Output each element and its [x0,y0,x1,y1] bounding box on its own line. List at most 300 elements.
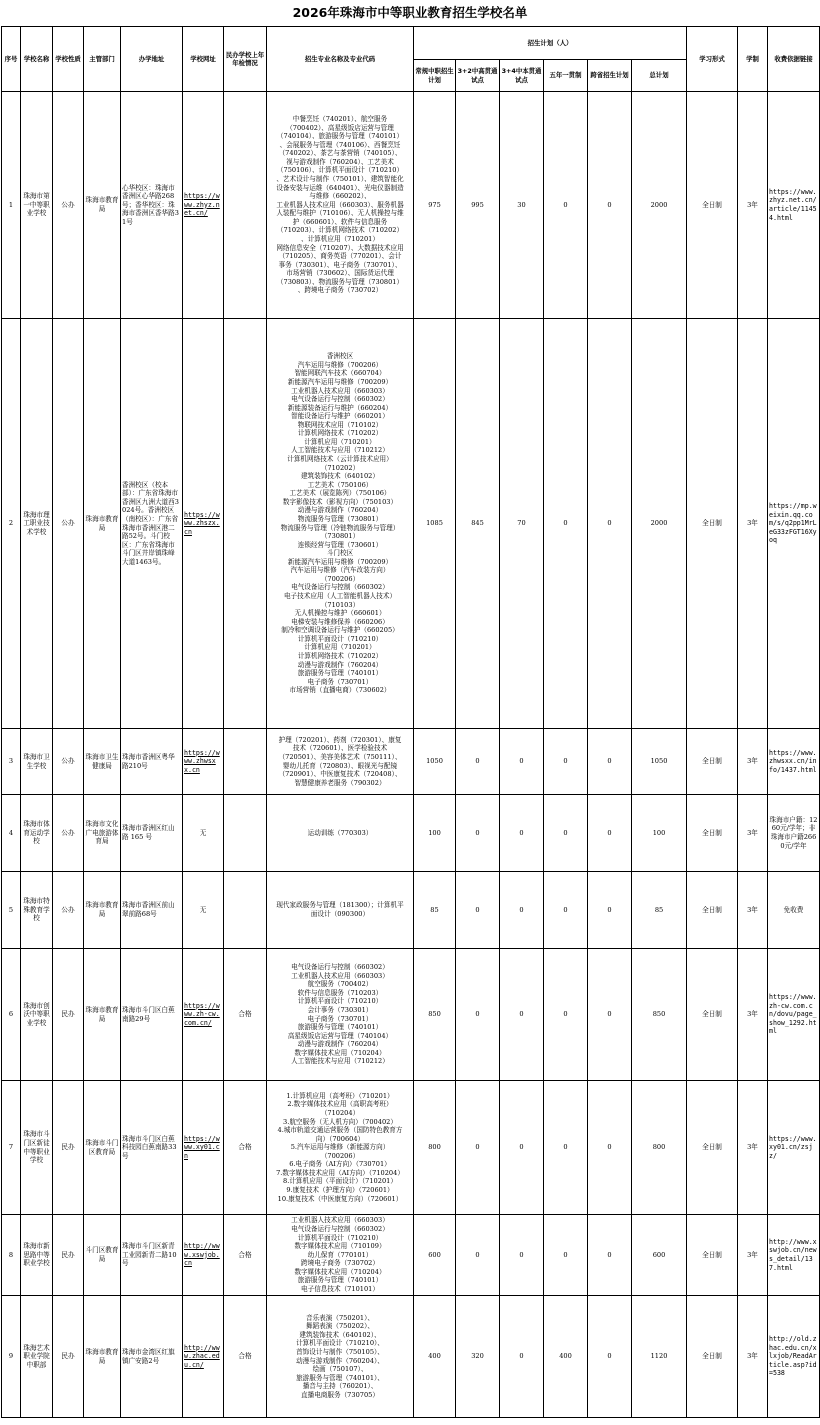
program-line: 计算机应用（710201） [304,437,376,446]
programs-cell [267,1296,414,1418]
website-link[interactable]: https://www.xy01.cn [184,1134,220,1160]
program-line: 建筑装饰技术（640102）、 [299,1330,381,1339]
header-years: 学制 [738,27,768,92]
plan-32-cell: 0 [456,949,500,1081]
plan-5yr-cell: 0 [544,729,588,795]
fee-link-cell: https://www.zhwsxx.cn/info/1437.html [768,729,820,795]
website-link[interactable]: https://www.zhwsxx.cn [184,748,220,774]
program-line: 护理（720201）、药剂（720301）、康复 [278,735,402,744]
program-line: 工业机器人技术应用（660303） [291,386,389,395]
header-no: 序号 [2,27,21,92]
program-line: 动漫与游戏制作（760204） [297,506,383,515]
program-line: 2.数字媒体技术应用（高职高考班） [287,1100,393,1109]
page-title: 2026年珠海市中等职业教育招生学校名单 [292,5,528,20]
study-mode-cell: 全日制 [687,872,738,949]
school-nature-cell: 公办 [53,319,84,729]
program-line: 8.计算机应用（平面设计）（710201） [283,1177,397,1186]
program-line: 计算机平面设计（710210） [297,997,383,1006]
program-line: 现代家政服务与管理（181300）；计算机平 [276,901,404,910]
study-years-cell: 3年 [738,319,768,729]
plan-32-cell: 0 [456,729,500,795]
table-row [2,1296,820,1418]
table-row [2,729,820,795]
plan-32-cell: 0 [456,872,500,949]
school-nature-cell: 民办 [53,1296,84,1418]
annual-inspection-cell [224,795,267,872]
program-line: 工业机器人技术应用（660303） [291,1216,389,1225]
school-address-cell: 珠海市斗门区白蕉南路29号 [121,949,183,1081]
header-plan-total: 总计划 [632,60,687,92]
header-nature: 学校性质 [53,27,84,92]
fee-link-cell: https://www.zh-cw.com.cn/dovu/page_show_1292.html [768,949,820,1081]
plan-34-cell: 0 [500,795,544,872]
program-line: 电气设备运行与控制（660302） [291,963,389,972]
school-name-cell: 珠海市第一中等职业学校 [21,92,53,319]
website-link[interactable]: http://www.xswjob.cn [184,1242,220,1268]
header-plan-cross: 跨省招生计划 [588,60,632,92]
table-row [2,1081,820,1215]
program-line: 航空服务（700402） [307,980,373,989]
program-line: 1.计算机应用（高考班）（710201） [286,1091,394,1100]
program-line: 工业机器人技术应用（660303）、服务机器 [276,200,404,209]
study-mode-cell: 全日制 [687,795,738,872]
website-link[interactable]: https://www.zh-cw.com.cn/ [184,1001,220,1027]
school-nature-cell: 民办 [53,949,84,1081]
plan-32-cell: 0 [456,1081,500,1215]
annual-inspection-cell [224,319,267,729]
school-dept-cell: 珠海市文化广电旅游体育局 [84,795,121,872]
program-line: 音乐表演（750201）、 [305,1313,375,1322]
plan-total-cell: 2000 [632,92,687,319]
header-plan-32: 3+2中高贯通试点 [456,60,500,92]
program-line: 运动训练（770303） [307,828,373,837]
programs-cell [267,872,414,949]
fee-link-cell: 珠海市户籍：1260元/学年；非珠海市户籍2660元/学年 [768,795,820,872]
program-line: 电子商务（730701） [307,1014,373,1023]
website-link[interactable]: http://www.zhac.edu.cn/ [184,1343,220,1369]
fee-link-cell: https://www.zhyz.net.cn/article/11454.html [768,92,820,319]
study-years-cell: 3年 [738,872,768,949]
school-name-cell: 珠海市创沃中等职业学校 [21,949,53,1081]
school-nature-cell: 公办 [53,872,84,949]
program-line: （700402）、高星级饭店运营与管理 [286,123,394,132]
school-address-cell: 香洲校区（校本部）：广东省珠海市香洲区九洲大道西3024号。香洲校区（南校区）：广东省珠海市香洲区港二路52号。斗门校区：广东省珠海市斗门区井岸镇珠峰大道1463号。 [121,319,183,729]
program-line: 电气设备运行与控制（660302） [291,583,389,592]
header-plan: 招生计划（人） [414,27,687,60]
program-line: 事务（730301）、电子商务（730701）、 [278,260,402,269]
program-line: 智能设备运行与维护（660201） [291,412,389,421]
program-line: 新能源汽车运用与维修（700209） [287,377,393,386]
program-line: 、会展服务与管理（740106）、西餐烹饪 [279,140,401,149]
program-line: 、跨境电子商务（730702） [297,286,383,295]
program-line: 智能网联汽车技术（660704） [294,369,386,378]
program-line: （750106）、计算机平面设计（710210） [276,166,404,175]
fee-link-cell: http://old.zhac.edu.cn/xlxjob/ReadArticle.asp?id=538 [768,1296,820,1418]
school-address-cell: 珠海市斗门区新青工业园新青二路10号 [121,1215,183,1296]
plan-34-cell: 0 [500,729,544,795]
annual-inspection-cell: 合格 [224,1215,267,1296]
program-line: 无人机操控与维护（660601） [294,609,386,618]
school-name-cell: 珠海市新思路中等职业学校 [21,1215,53,1296]
plan-34-cell: 0 [500,872,544,949]
school-dept-cell: 珠海市教育局 [84,92,121,319]
row-no-cell: 6 [2,949,21,1081]
school-nature-cell: 公办 [53,92,84,319]
annual-inspection-cell: 合格 [224,1081,267,1215]
study-mode-cell: 全日制 [687,1215,738,1296]
plan-34-cell: 70 [500,319,544,729]
school-nature-cell: 民办 [53,1215,84,1296]
program-line: 9.康复技术（护理方向）（720601） [286,1186,394,1195]
program-line: 网络信息安全（710207）、大数据技术应用 [276,243,404,252]
program-line: 市场营销（直播电商）（730602） [289,686,391,695]
program-line: 、艺术设计与制作（750101）、建筑智能化 [276,175,404,184]
row-no-cell: 1 [2,92,21,319]
program-line: 6.电子商务（AI方向）（730701） [289,1160,391,1169]
header-fee: 收费依据链接 [768,27,820,92]
program-line: 动漫与游戏制作（760204） [297,660,383,669]
program-line: （740202）、茶艺与茶营销（740105）、 [278,149,402,158]
table-row [2,319,820,729]
annual-inspection-cell [224,729,267,795]
program-line: 斗门校区 [326,549,354,558]
program-line: 计算机平面设计（710210） [297,1233,383,1242]
plan-total-cell: 1050 [632,729,687,795]
plan-cross-cell: 0 [588,729,632,795]
plan-total-cell: 85 [632,872,687,949]
program-line: 7.数字媒体技术应用（AI方向）（710204） [276,1168,404,1177]
plan-34-cell: 0 [500,949,544,1081]
program-line: 动漫与游戏制作（760204） [297,1040,383,1049]
program-line: （710202） [320,463,360,472]
program-line: 旅游服务与管理（740101） [297,1276,383,1285]
header-programs: 招生专业名称及专业代码 [267,27,414,92]
program-line: 电子信息技术（710101） [301,1284,379,1293]
program-line: 会计事务（730301） [307,1005,373,1014]
header-plan-34: 3+4中本贯通试点 [500,60,544,92]
program-line: 旅游服务与管理（740101） [297,669,383,678]
study-years-cell: 3年 [738,949,768,1081]
school-address-cell: 珠海市香洲区前山翠前路68号 [121,872,183,949]
plan-32-cell: 0 [456,1215,500,1296]
program-line: 中餐烹饪（740201）、航空服务 [292,115,388,124]
school-nature-cell: 民办 [53,1081,84,1215]
school-website-cell[interactable] [183,729,224,795]
program-line: 智慧健康养老服务（790302） [294,778,386,787]
annual-inspection-cell: 合格 [224,949,267,1081]
program-line: 直播电商服务（730705） [301,1390,379,1399]
annual-inspection-cell [224,872,267,949]
plan-34-cell: 0 [500,1296,544,1418]
program-line: 计算机网络技术（710202） [297,651,383,660]
plan-5yr-cell: 0 [544,949,588,1081]
program-line: 数字媒体技术应用（710109） [294,1242,386,1251]
school-website-cell[interactable]: 无 [183,795,224,872]
header-name: 学校名称 [21,27,53,92]
school-website-cell[interactable] [183,92,224,319]
school-website-cell[interactable] [183,1296,224,1418]
program-line: 物流服务与管理（730801） [297,514,383,523]
school-website-cell[interactable] [183,319,224,729]
program-line: （710203）、计算机网络技术（710202） [276,226,404,235]
program-line: 计算机网络技术（云计算技术应用） [287,455,393,463]
plan-5yr-cell: 0 [544,795,588,872]
school-name-cell: 珠海市斗门区新徒中等职业学校 [21,1081,53,1215]
program-line: 数字媒体技术应用（710204） [294,1048,386,1057]
program-line: 舞蹈表演（750202）、 [305,1322,375,1331]
program-line: 播音与主持（760201）、 [302,1382,378,1391]
row-no-cell: 8 [2,1215,21,1296]
school-nature-cell: 公办 [53,795,84,872]
school-name-cell: 珠海市体育运动学校 [21,795,53,872]
school-dept-cell: 珠海市教育局 [84,319,121,729]
program-line: 首饰设计与制作（750105）、 [296,1347,384,1356]
plan-34-cell: 0 [500,1081,544,1215]
program-line: 婴幼儿托育（720803）、眼视光与配镜 [282,761,398,770]
program-line: 软件与信息服务（710203） [297,988,383,997]
program-line: 建筑装饰技术（640102） [301,472,379,481]
plan-total-cell: 800 [632,1081,687,1215]
header-annual: 民办学校上年年检情况 [224,27,267,92]
plan-regular-cell: 600 [414,1215,456,1296]
plan-5yr-cell: 0 [544,1081,588,1215]
plan-5yr-cell: 0 [544,1215,588,1296]
program-line: 10.康复技术（中医康复方向）（720601） [277,1194,403,1203]
program-line: 5.汽车运用与维修（新能源方向） [290,1143,390,1152]
program-line: 汽车运用与维修（汽车改装方向） [290,566,390,575]
header-website: 学校网址 [183,27,224,92]
study-years-cell: 3年 [738,1296,768,1418]
program-line: 设备安装与运维（640401）、光电仪器制造 [276,183,404,192]
fee-link-cell: 免收费 [768,872,820,949]
plan-regular-cell: 1050 [414,729,456,795]
plan-cross-cell: 0 [588,795,632,872]
school-name-cell: 珠海市卫生学校 [21,729,53,795]
plan-cross-cell: 0 [588,872,632,949]
school-address-cell: 珠海市斗门区白蕉科技园白蕉南路33号 [121,1081,183,1215]
study-mode-cell: 全日制 [687,949,738,1081]
program-line: 计算机平面设计（710210）、 [296,1339,384,1348]
program-line: （720901）、中医康复技术（720408）、 [278,770,402,779]
program-line: 人工智能技术与应用（710212） [291,1057,389,1066]
program-line: 人工智能技术与应用（710212） [291,446,389,455]
programs-cell [267,1081,414,1215]
program-line: 、计算机应用（710201） [301,234,379,243]
plan-cross-cell: 0 [588,1081,632,1215]
study-mode-cell: 全日制 [687,92,738,319]
website-link[interactable]: https://www.zhyz.net.cn/ [184,192,220,218]
program-line: （730801） [320,532,360,541]
program-line: 工业机器人技术应用（660303） [291,971,389,980]
fee-link-cell: https://www.xy01.cn/zsjz/ [768,1081,820,1215]
program-line: 动漫与游戏制作（760204）、 [296,1356,384,1365]
table-body [2,92,820,1418]
school-website-cell[interactable] [183,1081,224,1215]
school-website-cell[interactable] [183,1215,224,1296]
program-line: 连锁经营与管理（730601） [297,540,383,549]
plan-regular-cell: 800 [414,1081,456,1215]
plan-regular-cell: 1085 [414,319,456,729]
program-line: （740104）、旅游服务与管理（740101） [276,132,404,141]
program-line: 电子技术应用（人工智能机器人技术） [283,592,397,600]
plan-32-cell: 320 [456,1296,500,1418]
program-line: 向）（700604） [315,1134,365,1143]
study-years-cell: 3年 [738,1215,768,1296]
schools-table [1,26,820,1418]
plan-32-cell: 845 [456,319,500,729]
plan-regular-cell: 100 [414,795,456,872]
plan-cross-cell: 0 [588,92,632,319]
programs-cell [267,949,414,1081]
header-dept: 主管部门 [84,27,121,92]
study-years-cell: 3年 [738,1081,768,1215]
table-row [2,92,820,319]
study-years-cell: 3年 [738,729,768,795]
program-line: 香洲校区 [326,352,354,361]
program-line: 计算机平面设计（710210） [297,634,383,643]
program-line: （710205）、商务英语（770201）、会计 [278,252,402,261]
program-line: （700206） [320,574,360,583]
programs-cell [267,319,414,729]
programs-cell [267,729,414,795]
row-no-cell: 7 [2,1081,21,1215]
study-mode-cell: 全日制 [687,1296,738,1418]
program-line: 工艺美术（展览陈列）（750106） [289,489,391,498]
program-line: 计算机应用（710201） [304,643,376,652]
table-row [2,795,820,872]
row-no-cell: 4 [2,795,21,872]
annual-inspection-cell [224,92,267,319]
program-line: 物联网技术应用（710102） [297,420,383,429]
plan-regular-cell: 850 [414,949,456,1081]
study-years-cell: 3年 [738,795,768,872]
plan-34-cell: 30 [500,92,544,319]
study-mode-cell: 全日制 [687,319,738,729]
school-name-cell: 珠海艺术职业学院中职部 [21,1296,53,1418]
plan-cross-cell: 0 [588,1215,632,1296]
plan-34-cell: 0 [500,1215,544,1296]
plan-regular-cell: 85 [414,872,456,949]
row-no-cell: 9 [2,1296,21,1418]
program-line: （700206） [320,1151,360,1160]
program-line: 市场营销（730602）、国际货运代理 [286,269,394,278]
plan-5yr-cell: 0 [544,92,588,319]
table-row [2,872,820,949]
plan-total-cell: 850 [632,949,687,1081]
plan-32-cell: 995 [456,92,500,319]
program-line: 工艺美术（750106） [307,480,373,489]
program-line: 数字媒体技术应用（710204） [294,1267,386,1276]
program-line: 3.航空服务（无人机方向）（700402） [283,1117,397,1126]
plan-5yr-cell: 400 [544,1296,588,1418]
plan-total-cell: 100 [632,795,687,872]
program-line: （710204） [320,1108,360,1117]
program-line: 电子商务（730701） [307,677,373,686]
program-line: 电气设备运行与控制（660302） [291,1225,389,1234]
plan-cross-cell: 0 [588,949,632,1081]
program-line: 高星级饭店运营与管理（740104） [287,1031,393,1040]
program-line: 旅游服务与管理（740101）、 [296,1373,384,1382]
school-nature-cell: 公办 [53,729,84,795]
website-link[interactable]: https://www.zhszx.cn [184,510,220,536]
school-name-cell: 珠海市特殊教育学校 [21,872,53,949]
program-line: 数字影像技术（影视方向）（750103） [282,497,398,506]
school-dept-cell: 珠海市教育局 [84,949,121,1081]
plan-cross-cell: 0 [588,319,632,729]
program-line: （720501）、美容美体艺术（750111）、 [278,752,402,761]
program-line: 幼儿保育（770101） [307,1250,373,1259]
row-no-cell: 3 [2,729,21,795]
programs-cell [267,795,414,872]
school-dept-cell: 珠海市教育局 [84,872,121,949]
table-row [2,949,820,1081]
program-line: 汽车运用与维修（700206） [297,360,383,369]
row-no-cell: 2 [2,319,21,729]
school-website-cell[interactable]: 无 [183,872,224,949]
program-line: 计算机网络技术（710202） [297,429,383,438]
school-address-cell: 心华校区：珠海市香洲区心华路268号；香华校区：珠海市香洲区香华路31号 [121,92,183,319]
program-line: 跨境电子商务（730702） [301,1259,379,1268]
school-dept-cell: 珠海市教育局 [84,1296,121,1418]
plan-total-cell: 1120 [632,1296,687,1418]
program-line: 新能源汽车运用与维修（700209） [287,557,393,566]
program-line: 护（660601）、软件与信息服务 [292,217,388,226]
plan-total-cell: 600 [632,1215,687,1296]
table-row [2,1215,820,1296]
fee-link-cell: http://www.xswjob.cn/news_detail/137.html [768,1215,820,1296]
plan-32-cell: 0 [456,795,500,872]
school-dept-cell: 珠海市斗门区教育局 [84,1081,121,1215]
school-address-cell: 珠海市金湾区红旗镇广安路2号 [121,1296,183,1418]
program-line: 电梯安装与维修保养（660206） [291,617,389,626]
school-website-cell[interactable] [183,949,224,1081]
plan-regular-cell: 400 [414,1296,456,1418]
program-line: 视与游戏制作（760204）、工艺美术 [286,157,394,166]
plan-regular-cell: 975 [414,92,456,319]
program-line: 人装配与维护（710106）、无人机操控与维 [276,209,404,218]
plan-5yr-cell: 0 [544,319,588,729]
row-no-cell: 5 [2,872,21,949]
program-line: 面设计（090300） [310,910,370,918]
header-address: 办学地址 [121,27,183,92]
program-line: （710103） [320,600,360,609]
programs-cell [267,1215,414,1296]
study-mode-cell: 全日制 [687,729,738,795]
study-years-cell: 3年 [738,92,768,319]
program-line: 绘画（750107）、 [312,1365,368,1374]
program-line: 与维修（660202）、 [309,192,371,201]
program-line: 旅游服务与管理（740101） [297,1023,383,1032]
school-name-cell: 珠海市理工职业技术学校 [21,319,53,729]
program-line: 物流服务与管理（冷链物流服务与管理） [280,523,400,532]
school-dept-cell: 珠海市卫生健康局 [84,729,121,795]
plan-5yr-cell: 0 [544,872,588,949]
annual-inspection-cell: 合格 [224,1296,267,1418]
program-line: 技术（720601）、医学检验技术 [292,744,388,753]
program-line: 新能源装备运行与维护（660204） [287,403,393,412]
fee-link-cell: https://mp.weixin.qq.com/s/q2pp1MrLeG33zFGT16Xyoq [768,319,820,729]
plan-total-cell: 2000 [632,319,687,729]
study-mode-cell: 全日制 [687,1081,738,1215]
program-line: 制冷和空调设备运行与维护（660205） [281,626,399,635]
header-plan-regular: 常规中职招生计划 [414,60,456,92]
programs-cell [267,92,414,319]
header-mode: 学习形式 [687,27,738,92]
school-address-cell: 珠海市香洲区粤华路210号 [121,729,183,795]
header-plan-5yr: 五年一贯制 [544,60,588,92]
program-line: 电气设备运行与控制（660302） [291,395,389,404]
program-line: 4.城市轨道交通运营服务（国防特色教育方 [277,1126,403,1135]
